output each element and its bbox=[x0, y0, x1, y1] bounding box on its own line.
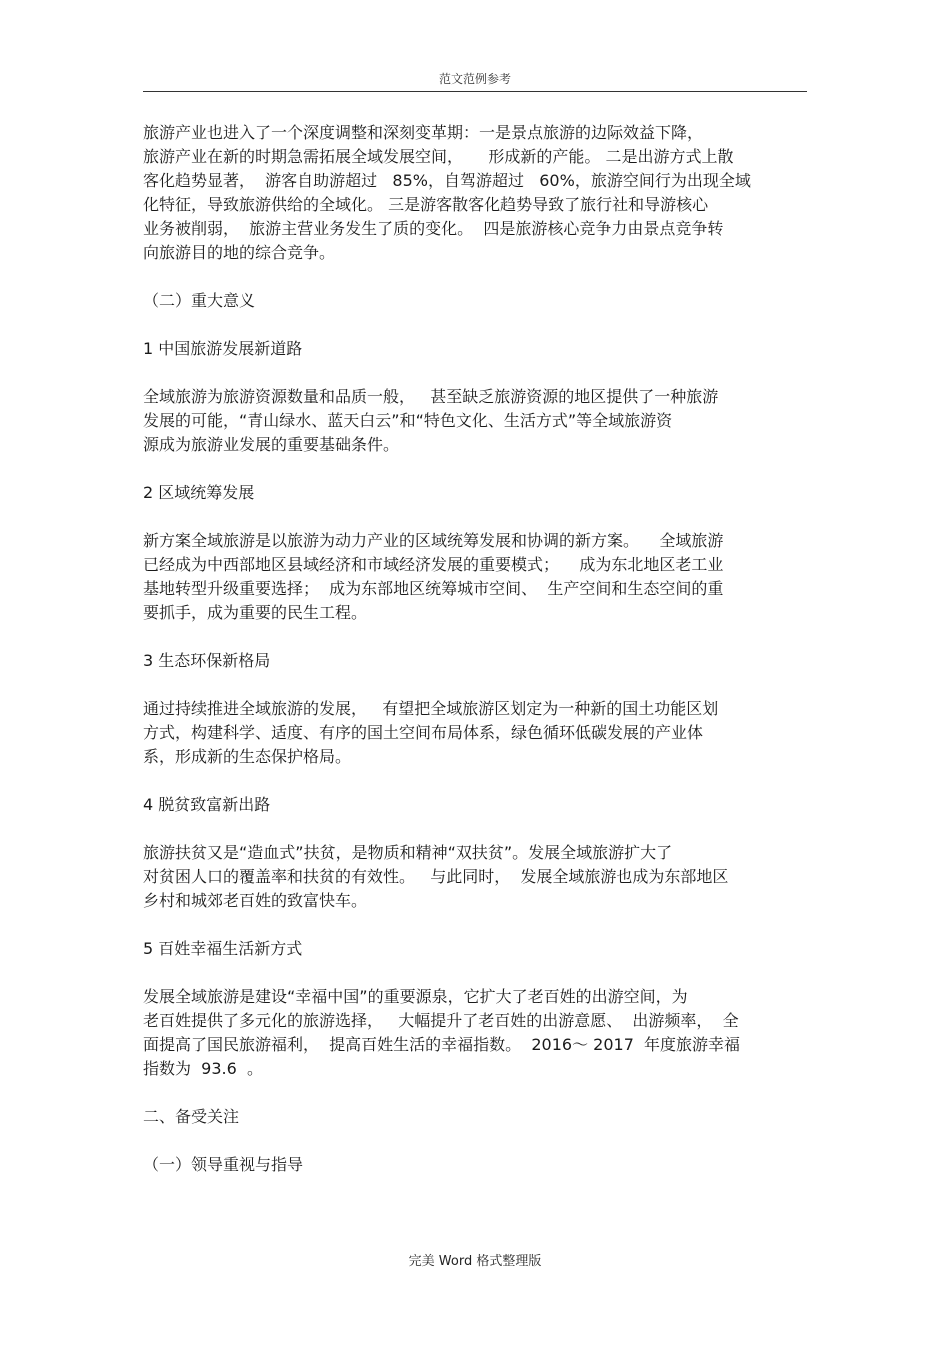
text-line: 源成为旅游业发展的重要基础条件。 bbox=[143, 435, 400, 454]
paragraph-gap bbox=[143, 1129, 813, 1153]
text-line: 旅游扶贫又是“造血式”扶贫，是物质和精神“双扶贫”。发展全域旅游扩大了 bbox=[143, 843, 673, 862]
paragraph-gap bbox=[143, 625, 813, 649]
text-line: 5 百姓幸福生活新方式 bbox=[143, 939, 303, 958]
text-line: 全域旅游为旅游资源数量和品质一般， 甚至缺乏旅游资源的地区提供了一种旅游 bbox=[143, 387, 719, 406]
paragraph-gap bbox=[143, 361, 813, 385]
text-line: 1 中国旅游发展新道路 bbox=[143, 339, 303, 358]
paragraph bbox=[143, 121, 813, 265]
text-line: 3 生态环保新格局 bbox=[143, 651, 271, 670]
text-line: （二）重大意义 bbox=[143, 291, 256, 310]
text-line: 发展全域旅游是建设“幸福中国”的重要源泉，它扩大了老百姓的出游空间，为 bbox=[143, 987, 688, 1006]
text-line: 基地转型升级重要选择； 成为东部地区统筹城市空间、 生产空间和生态空间的重 bbox=[143, 579, 724, 598]
document-body bbox=[143, 121, 813, 1177]
text-line: 二、备受关注 bbox=[143, 1107, 240, 1126]
heading bbox=[143, 481, 813, 505]
paragraph-gap bbox=[143, 1081, 813, 1105]
heading bbox=[143, 289, 813, 313]
heading bbox=[143, 1105, 813, 1129]
header-divider bbox=[143, 91, 807, 92]
text-line: 对贫困人口的覆盖率和扶贫的有效性。 与此同时， 发展全域旅游也成为东部地区 bbox=[143, 867, 729, 886]
text-line: （一）领导重视与指导 bbox=[143, 1155, 304, 1174]
text-line: 向旅游目的地的综合竞争。 bbox=[143, 243, 336, 262]
heading bbox=[143, 793, 813, 817]
page-header: 范文范例参考 bbox=[438, 72, 511, 86]
text-line: 面提高了国民旅游福利， 提高百姓生活的幸福指数。 2016～ 2017 年度旅游幸福 bbox=[143, 1035, 741, 1054]
paragraph-gap bbox=[143, 457, 813, 481]
text-line: 乡村和城郊老百姓的致富快车。 bbox=[143, 891, 368, 910]
paragraph-gap bbox=[143, 961, 813, 985]
heading bbox=[143, 337, 813, 361]
text-line: 旅游产业也进入了一个深度调整和深刻变革期：一是景点旅游的边际效益下降， bbox=[143, 123, 704, 142]
paragraph-gap bbox=[143, 817, 813, 841]
paragraph-gap bbox=[143, 313, 813, 337]
paragraph-gap bbox=[143, 505, 813, 529]
text-line: 2 区域统筹发展 bbox=[143, 483, 255, 502]
paragraph-gap bbox=[143, 265, 813, 289]
heading bbox=[143, 1153, 813, 1177]
text-line: 旅游产业在新的时期急需拓展全域发展空间， 形成新的产能。 二是出游方式上散 bbox=[143, 147, 734, 166]
text-line: 方式，构建科学、适度、有序的国土空间布局体系，绿色循环低碳发展的产业体 bbox=[143, 723, 704, 742]
paragraph-gap bbox=[143, 913, 813, 937]
heading bbox=[143, 649, 813, 673]
paragraph bbox=[143, 841, 813, 913]
text-line: 4 脱贫致富新出路 bbox=[143, 795, 271, 814]
text-line: 新方案全域旅游是以旅游为动力产业的区域统筹发展和协调的新方案。 全域旅游 bbox=[143, 531, 724, 550]
paragraph bbox=[143, 985, 813, 1081]
text-line: 业务被削弱， 旅游主营业务发生了质的变化。 四是旅游核心竞争力由景点竞争转 bbox=[143, 219, 724, 238]
text-line: 老百姓提供了多元化的旅游选择， 大幅提升了老百姓的出游意愿、 出游频率， 全 bbox=[143, 1011, 739, 1030]
paragraph bbox=[143, 385, 813, 457]
paragraph bbox=[143, 697, 813, 769]
paragraph-gap bbox=[143, 673, 813, 697]
text-line: 化特征，导致旅游供给的全域化。 三是游客散客化趋势导致了旅行社和导游核心 bbox=[143, 195, 709, 214]
text-line: 通过持续推进全域旅游的发展， 有望把全域旅游区划定为一种新的国土功能区划 bbox=[143, 699, 719, 718]
page-footer: 完美 Word 格式整理版 bbox=[408, 1254, 542, 1269]
text-line: 客化趋势显著， 游客自助游超过 85%，自驾游超过 60%，旅游空间行为出现全域 bbox=[143, 171, 751, 190]
heading bbox=[143, 937, 813, 961]
text-line: 要抓手，成为重要的民生工程。 bbox=[143, 603, 368, 622]
text-line: 已经成为中西部地区县域经济和市域经济发展的重要模式； 成为东北地区老工业 bbox=[143, 555, 724, 574]
text-line: 系，形成新的生态保护格局。 bbox=[143, 747, 352, 766]
paragraph bbox=[143, 529, 813, 625]
paragraph-gap bbox=[143, 769, 813, 793]
text-line: 发展的可能，“青山绿水、蓝天白云”和“特色文化、生活方式”等全域旅游资 bbox=[143, 411, 673, 430]
text-line: 指数为 93.6 。 bbox=[143, 1059, 263, 1078]
